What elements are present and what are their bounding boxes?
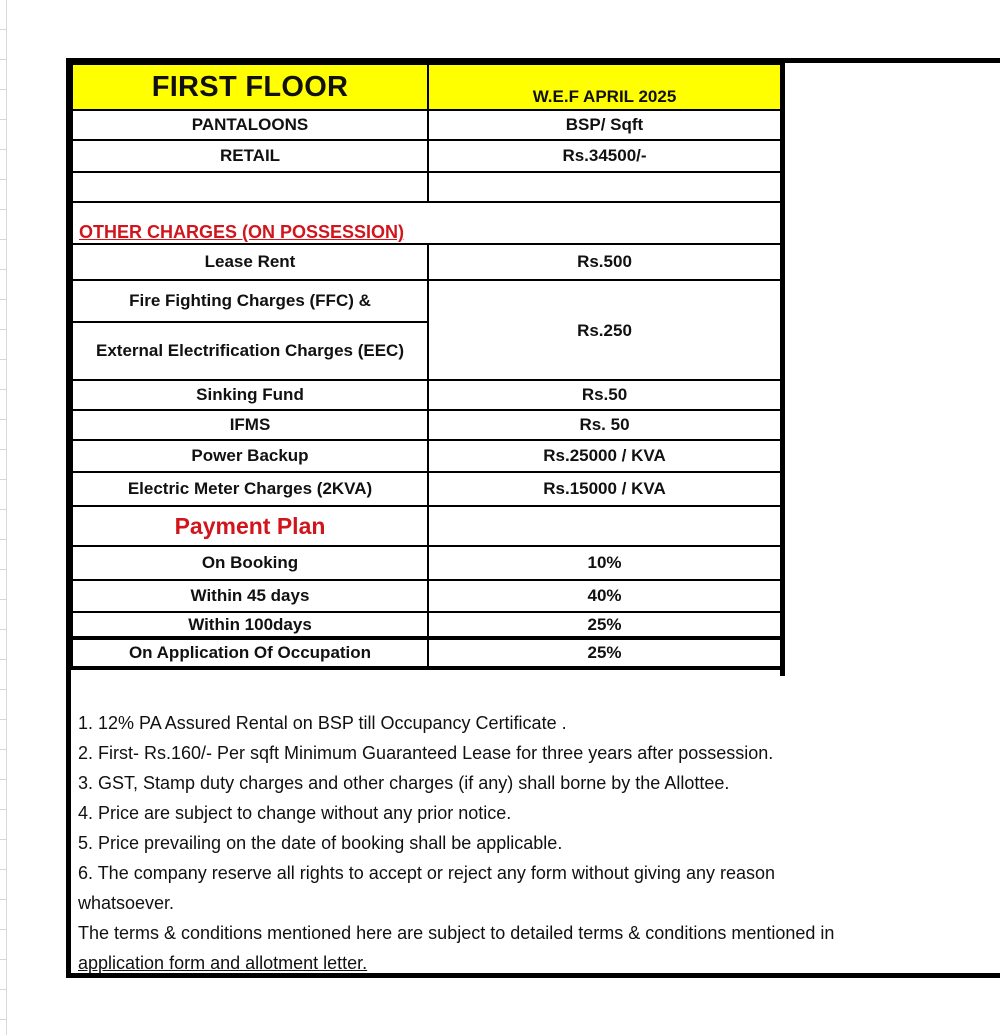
payment-label: On Booking — [72, 546, 428, 580]
empty-row — [72, 172, 781, 202]
note-line: The terms & conditions mentioned here are subject to detailed terms & conditions mentioned in — [78, 923, 835, 943]
charge-value: Rs.15000 / KVA — [428, 472, 781, 506]
note-line: 3. GST, Stamp duty charges and other charges (if any) shall borne by the Allottee. — [78, 773, 730, 793]
table-row — [72, 472, 781, 506]
table-row — [72, 440, 781, 472]
charge-label: IFMS — [72, 410, 428, 440]
price-label-cell: BSP/ Sqft — [428, 110, 781, 140]
payment-value: 25% — [428, 638, 781, 668]
table-row — [72, 580, 781, 612]
brand-cell: PANTALOONS — [72, 110, 428, 140]
terms-notes — [78, 708, 978, 978]
table-row — [72, 244, 781, 280]
price-table — [71, 63, 782, 670]
other-charges-heading: OTHER CHARGES (ON POSSESSION) — [72, 202, 781, 244]
payment-label: Within 45 days — [72, 580, 428, 612]
payment-value: 10% — [428, 546, 781, 580]
section-row — [72, 202, 781, 244]
note-line: 4. Price are subject to change without any prior notice. — [78, 803, 512, 823]
charge-label: Fire Fighting Charges (FFC) & — [72, 280, 428, 322]
note-line: 1. 12% PA Assured Rental on BSP till Occupancy Certificate . — [78, 713, 567, 733]
payment-label: On Application Of Occupation — [72, 638, 428, 668]
note-line: 2. First- Rs.160/- Per sqft Minimum Guaranteed Lease for three years after possession. — [78, 743, 774, 763]
header-row — [72, 64, 781, 110]
charge-value: Rs.50 — [428, 380, 781, 410]
payment-value: 25% — [428, 612, 781, 638]
charge-label: Lease Rent — [72, 244, 428, 280]
charge-value: Rs. 50 — [428, 410, 781, 440]
note-line: whatsoever. — [78, 893, 175, 913]
floor-title: FIRST FLOOR — [72, 64, 428, 110]
charge-label: Electric Meter Charges (2KVA) — [72, 472, 428, 506]
table-row — [72, 546, 781, 580]
table-row — [72, 110, 781, 140]
empty-cell — [428, 172, 781, 202]
payment-plan-heading: Payment Plan — [72, 506, 428, 546]
table-row — [72, 638, 781, 668]
charge-value: Rs.25000 / KVA — [428, 440, 781, 472]
price-value-cell: Rs.34500/- — [428, 140, 781, 172]
payment-label: Within 100days — [72, 612, 428, 638]
table-row — [72, 380, 781, 410]
payment-value: 40% — [428, 580, 781, 612]
note-line: application form and allotment letter. — [78, 953, 368, 973]
charge-label: Power Backup — [72, 440, 428, 472]
table-row — [72, 506, 781, 546]
empty-cell — [428, 506, 781, 546]
table-row — [72, 280, 781, 322]
note-line: 6. The company reserve all rights to accept or reject any form without giving any reason — [78, 863, 776, 883]
charge-label: Sinking Fund — [72, 380, 428, 410]
table-row — [72, 140, 781, 172]
note-line: 5. Price prevailing on the date of booking shall be applicable. — [78, 833, 563, 853]
empty-cell — [72, 172, 428, 202]
unit-type-cell: RETAIL — [72, 140, 428, 172]
charge-label: External Electrification Charges (EEC) — [72, 322, 428, 380]
charge-value: Rs.500 — [428, 244, 781, 280]
effective-date: W.E.F APRIL 2025 — [428, 64, 781, 110]
table-row — [72, 410, 781, 440]
table-row — [72, 612, 781, 638]
charge-value: Rs.250 — [428, 280, 781, 380]
